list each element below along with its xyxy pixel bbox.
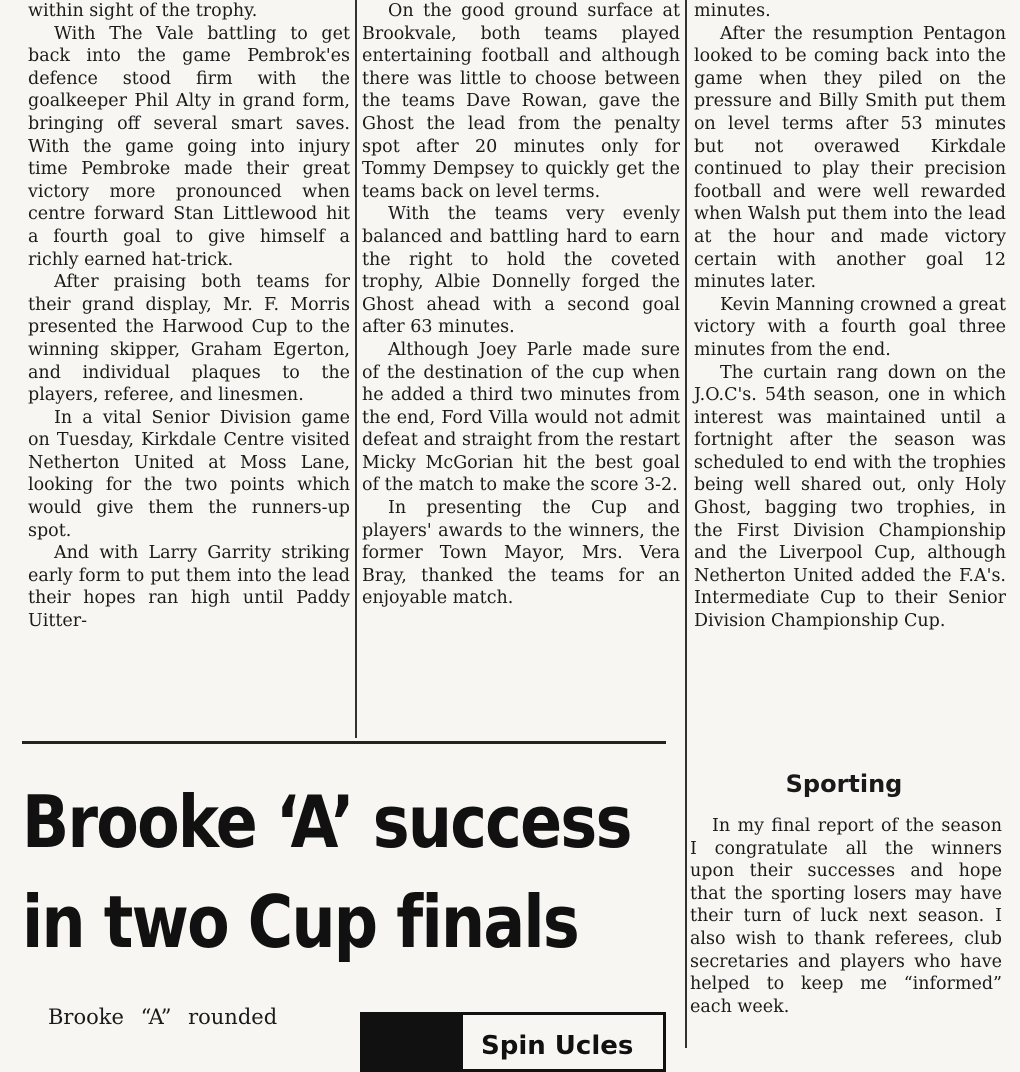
- sporting-paragraph: In my final report of the season I congratulate all the winners upon their successes and hope that the sporting losers may have their turn of luck next season. I also wish to thank referees, club secretaries and players who have helped to keep me “informed” each week.: [690, 816, 1002, 1017]
- article-paragraph: Although Joey Parle made sure of the destination of the cup when he added a third two minutes from the end, Ford Villa would not admit defeat and straight from the restart Micky McGorian hit the best goal of the match to make the score 3-2.: [362, 339, 680, 496]
- article-intro: Brooke “A” rounded: [48, 1005, 278, 1029]
- article-column-1: [28, 0, 350, 633]
- article-column-2: [362, 0, 680, 610]
- article-paragraph: With The Vale battling to get back into the game Pembrok'es defence stood firm with the goalkeeper Phil Alty in grand form, bringing off several smart saves. With the game going into injury time Pembroke made their great victory more pronounced when centre forward Stan Littlewood hit a fourth goal to give himself a richly earned hat-trick.: [28, 23, 350, 270]
- column-divider-1: [355, 0, 357, 738]
- advertisement-logo-block: [363, 1015, 463, 1072]
- article-paragraph: And with Larry Garrity striking early form to put them into the lead their hopes ran high until Paddy Uitter-: [28, 543, 350, 632]
- article-paragraph: within sight of the trophy.: [28, 1, 258, 21]
- advertisement-box: [360, 1012, 666, 1072]
- article-paragraph: With the teams very evenly balanced and battling hard to earn the right to hold the coveted trophy, Albie Donnelly forged the Ghost ahead with a second goal after 63 minutes.: [362, 204, 680, 338]
- sporting-column: [690, 815, 1002, 1018]
- advertisement-text: Spin Ucles: [481, 1031, 634, 1061]
- article-paragraph: In a vital Senior Division game on Tuesday, Kirkdale Centre visited Netherton United at Moss Lane, looking for the two points which would give them the runners-up spot.: [28, 407, 350, 541]
- headline-line-2: in two Cup finals: [22, 880, 579, 964]
- article-column-3: [694, 0, 1006, 633]
- sporting-heading: Sporting: [785, 770, 903, 798]
- column-divider-2: [685, 0, 687, 1048]
- article-paragraph: After the resumption Pentagon looked to be coming back into the game when they piled on the pressure and Billy Smith put them on level terms after 53 minutes but not overawed Kirkdale continued to play their precision football and were well rewarded when Walsh put them into the lead at the hour and made victory certain with another goal 12 minutes later.: [694, 23, 1006, 293]
- article-paragraph: minutes.: [694, 1, 771, 21]
- article-paragraph: Kevin Manning crowned a great victory with a fourth goal three minutes from the end.: [694, 294, 1006, 360]
- article-paragraph: After praising both teams for their grand display, Mr. F. Morris presented the Harwood Cup to the winning skipper, Graham Egerton, and individual plaques to the players, referee, and linesmen.: [28, 272, 350, 406]
- article-paragraph: In presenting the Cup and players' awards to the winners, the former Town Mayor, Mrs. Vera Bray, thanked the teams for an enjoyable match.: [362, 498, 680, 609]
- article-paragraph: The curtain rang down on the J.O.C's. 54th season, one in which interest was maintained until a fortnight after the season was scheduled to end with the trophies being well shared out, only Holy Ghost, bagging two trophies, in the First Division Championship and the Liverpool Cup, although Netherton United added the F.A's. Intermediate Cup to their Senior Division Championship Cup.: [694, 362, 1006, 632]
- headline-divider: [22, 741, 666, 744]
- article-paragraph: On the good ground surface at Brookvale, both teams played entertaining football and although there was little to choose between the teams Dave Rowan, gave the Ghost the lead from the penalty spot after 20 minutes only for Tommy Dempsey to quickly get the teams back on level terms.: [362, 1, 680, 202]
- headline: [22, 772, 631, 972]
- headline-line-1: Brooke ‘A’ success: [22, 780, 631, 864]
